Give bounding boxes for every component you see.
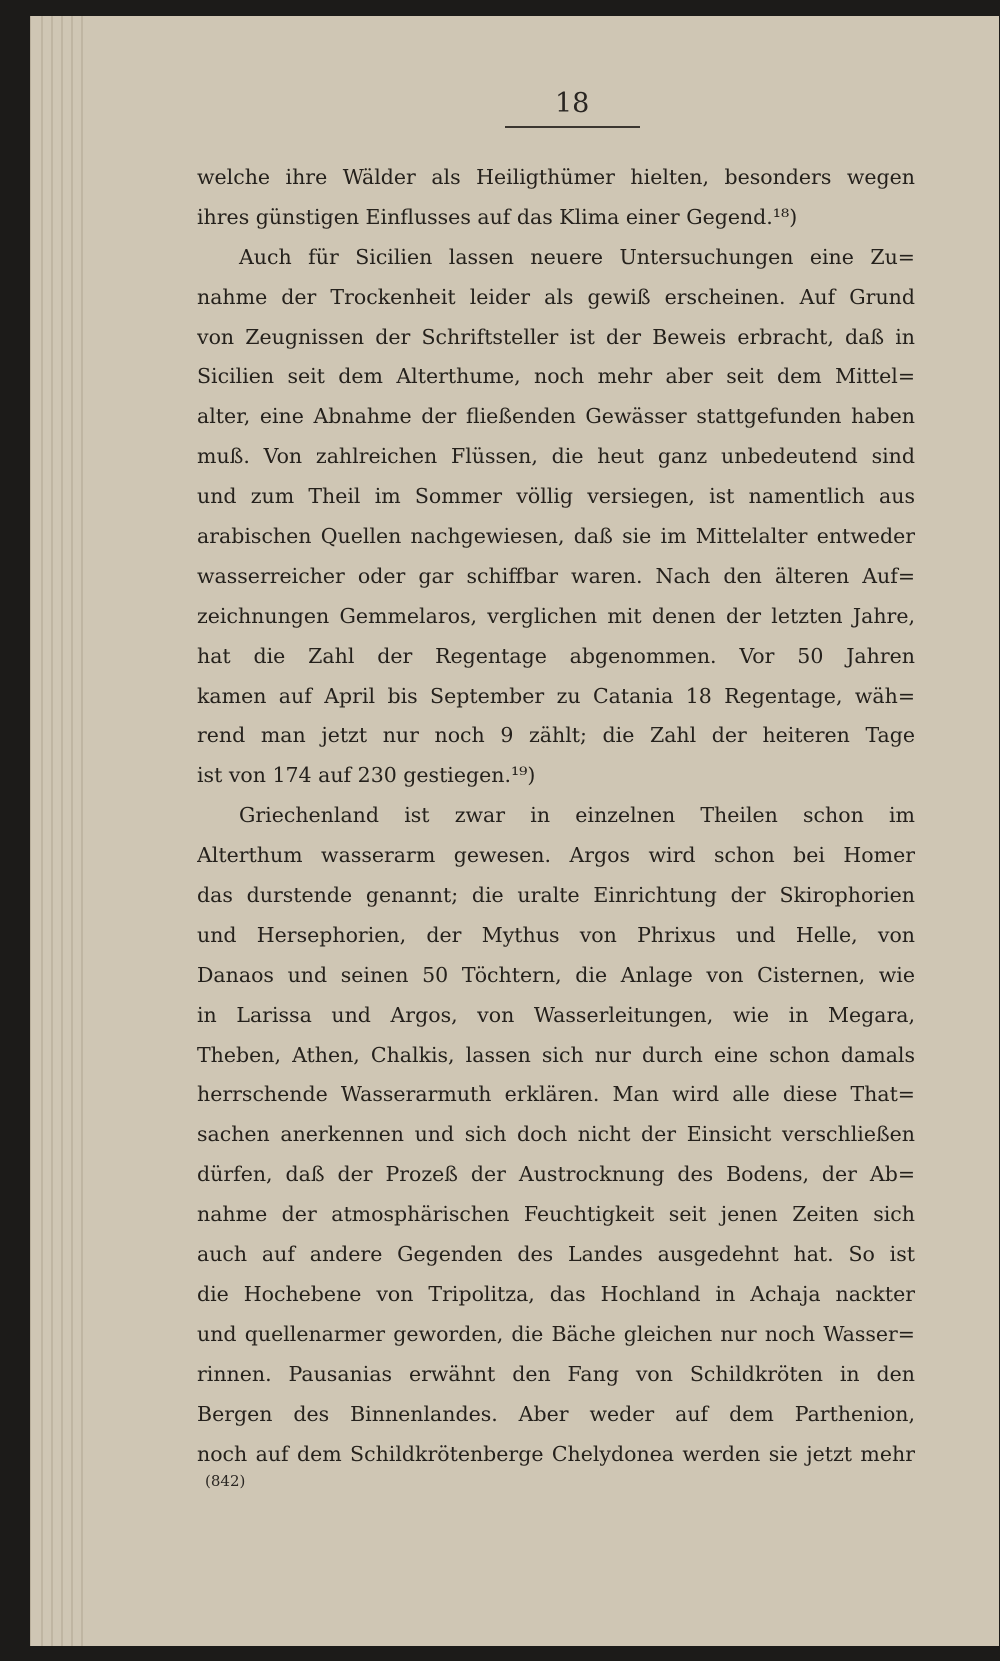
body-text (197, 158, 915, 1474)
text-line: und quellenarmer geworden, die Bäche gleichen nur noch Wasser= (197, 1321, 915, 1346)
text-line: muß. Von zahlreichen Flüssen, die heut ganz unbedeutend sind (197, 444, 915, 469)
text-line: das durstende genannt; die uralte Einrichtung der Skirophorien (197, 883, 915, 908)
text-line: ihres günstigen Einflusses auf das Klima einer Gegend.¹⁸) (197, 204, 798, 229)
text-line: noch auf dem Schildkrötenberge Chelydonea werden sie jetzt mehr (197, 1441, 915, 1466)
text-line: Theben, Athen, Chalkis, lassen sich nur durch eine schon damals (197, 1042, 915, 1067)
text-line: die Hochebene von Tripolitza, das Hochland in Achaja nackter (197, 1281, 915, 1306)
text-line: rinnen. Pausanias erwähnt den Fang von Schildkröten in den (197, 1361, 915, 1386)
text-line: ist von 174 auf 230 gestiegen.¹⁹) (197, 763, 536, 788)
text-line: hat die Zahl der Regentage abgenommen. Vor 50 Jahren (197, 643, 915, 668)
text-line: nahme der Trockenheit leider als gewiß erscheinen. Auf Grund (197, 284, 915, 309)
text-line: und zum Theil im Sommer völlig versiegen, ist namentlich aus (197, 484, 915, 509)
header-rule (505, 126, 640, 128)
page-edge (71, 16, 73, 1646)
page-edge (81, 16, 83, 1646)
text-line: zeichnungen Gemmelaros, verglichen mit denen der letzten Jahre, (197, 603, 915, 628)
text-line: auch auf andere Gegenden des Landes ausgedehnt hat. So ist (197, 1242, 915, 1267)
text-line: rend man jetzt nur noch 9 zählt; die Zahl der heiteren Tage (197, 723, 915, 748)
page-edge (51, 16, 53, 1646)
text-line: in Larissa und Argos, von Wasserleitungen, wie in Megara, (197, 1002, 915, 1027)
page-number: 18 (555, 88, 590, 119)
text-line: Auch für Sicilien lassen neuere Untersuchungen eine Zu= (239, 244, 915, 269)
text-line: Sicilien seit dem Alterthume, noch mehr aber seit dem Mittel= (197, 364, 915, 389)
printer-signature: (842) (205, 1472, 246, 1490)
text-line: Bergen des Binnenlandes. Aber weder auf dem Parthenion, (197, 1401, 915, 1426)
text-line: Alterthum wasserarm gewesen. Argos wird schon bei Homer (197, 843, 915, 868)
text-line: kamen auf April bis September zu Catania 18 Regentage, wäh= (197, 683, 915, 708)
text-line: Danaos und seinen 50 Töchtern, die Anlage von Cisternen, wie (197, 962, 915, 987)
page-edge (61, 16, 63, 1646)
text-line: wasserreicher oder gar schiffbar waren. Nach den älteren Auf= (197, 563, 915, 588)
text-line: herrschende Wasserarmuth erklären. Man wird alle diese That= (197, 1082, 915, 1107)
text-line: arabischen Quellen nachgewiesen, daß sie im Mittelalter entweder (197, 524, 915, 549)
text-line: alter, eine Abnahme der fließenden Gewässer stattgefunden haben (197, 404, 915, 429)
text-line: und Hersephorien, der Mythus von Phrixus und Helle, von (197, 922, 915, 947)
text-line: nahme der atmosphärischen Feuchtigkeit seit jenen Zeiten sich (197, 1202, 915, 1227)
text-line: dürfen, daß der Prozeß der Austrocknung des Bodens, der Ab= (197, 1162, 915, 1187)
text-line: sachen anerkennen und sich doch nicht der Einsicht verschließen (197, 1122, 915, 1147)
page-edge (41, 16, 43, 1646)
text-line: Griechenland ist zwar in einzelnen Theilen schon im (239, 803, 915, 828)
text-line: von Zeugnissen der Schriftsteller ist der Beweis erbracht, daß in (197, 324, 915, 349)
text-line: welche ihre Wälder als Heiligthümer hielten, besonders wegen (197, 165, 915, 189)
